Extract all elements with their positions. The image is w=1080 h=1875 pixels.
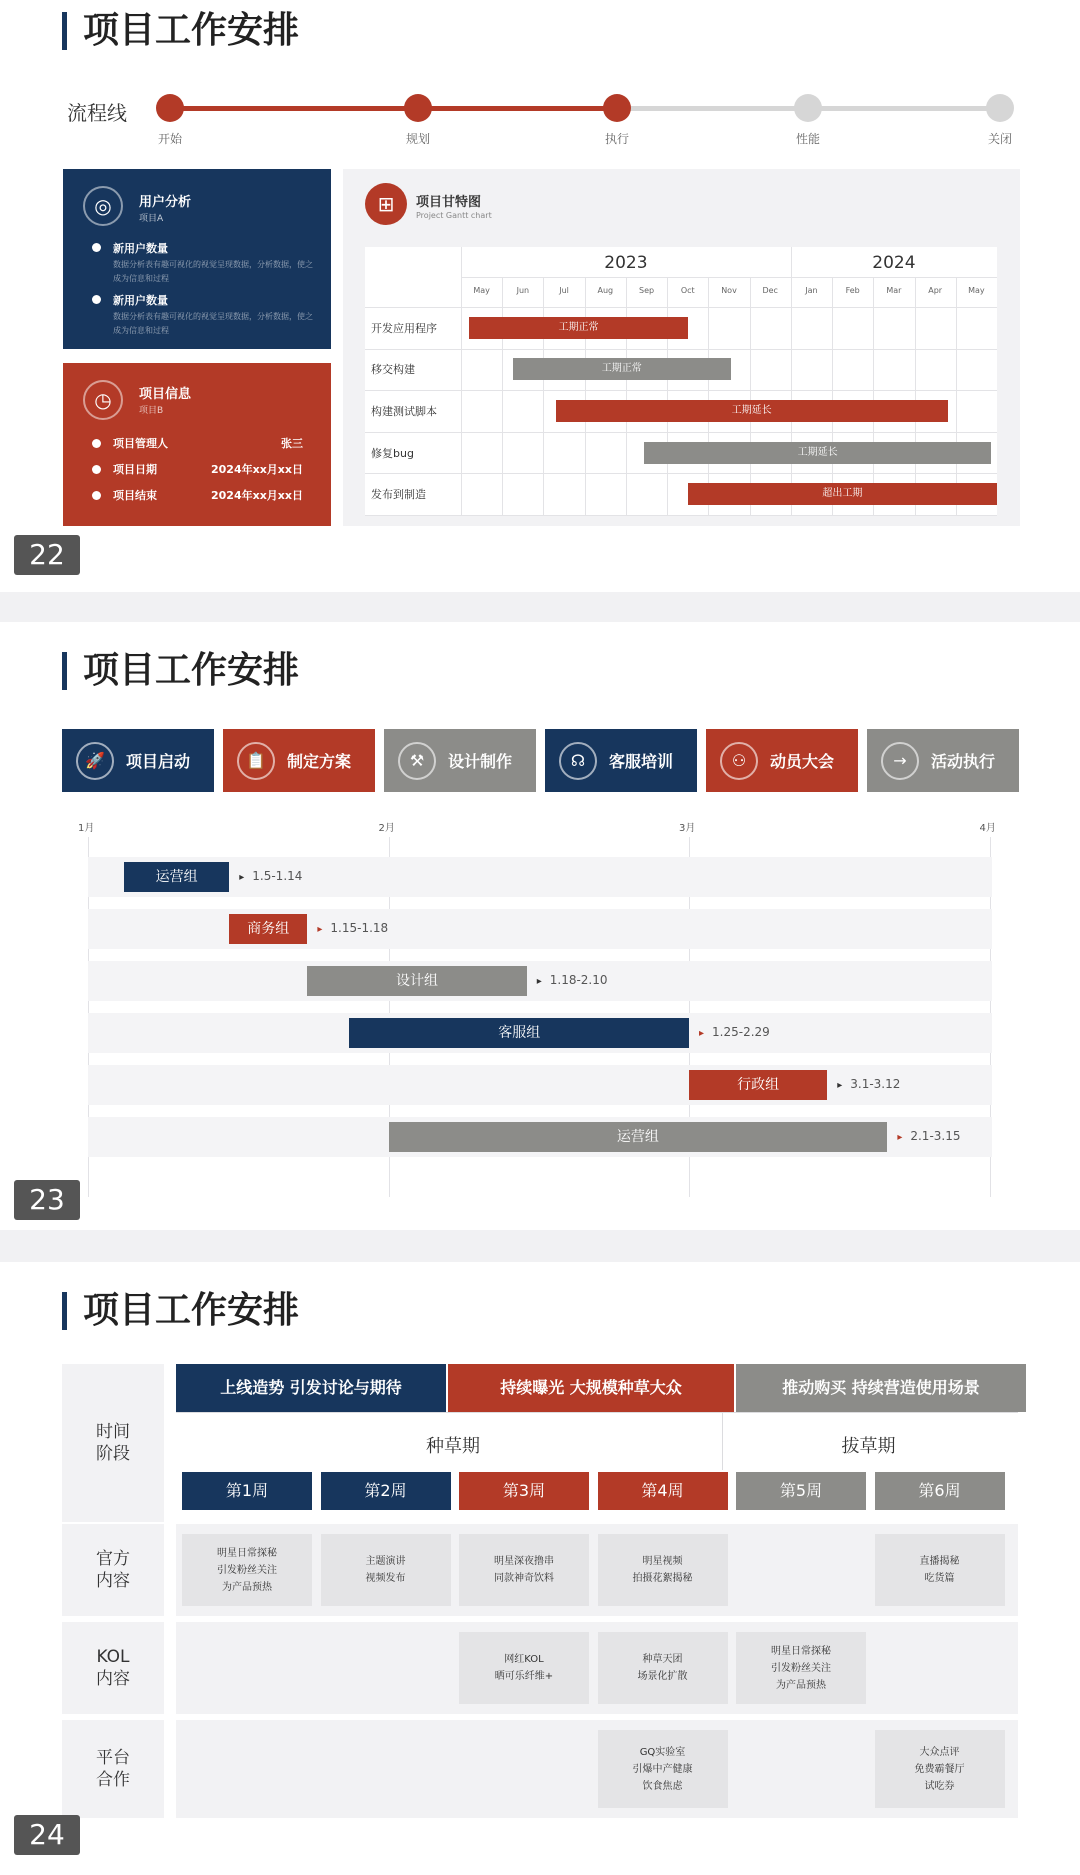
grid-line bbox=[365, 473, 997, 474]
item-label: 新用户数量 bbox=[113, 294, 168, 307]
task-card: 直播揭秘 吃货篇 bbox=[875, 1534, 1005, 1606]
page-number: 22 bbox=[14, 535, 80, 575]
gantt-year: 2024 bbox=[872, 253, 916, 273]
group-bar: 设计组 bbox=[307, 966, 526, 996]
page-number: 24 bbox=[14, 1815, 80, 1855]
item-value: 2024年xx月xx日 bbox=[211, 489, 303, 502]
month-tick: 1月 bbox=[78, 823, 95, 834]
gantt-task-name: 开发应用程序 bbox=[371, 321, 437, 335]
week-label: 第4周 bbox=[598, 1472, 728, 1510]
week-label: 第5周 bbox=[736, 1472, 866, 1510]
phase-button[interactable] bbox=[706, 729, 858, 792]
stage-label: 拔草期 bbox=[841, 1436, 896, 1457]
grid-line bbox=[365, 432, 997, 433]
process-stage-dot bbox=[986, 94, 1014, 122]
row-label: KOL 内容 bbox=[96, 1647, 130, 1689]
slide-24 bbox=[0, 1262, 1080, 1875]
task-card: 主题演讲 视频发布 bbox=[321, 1534, 451, 1606]
slide-title: 项目工作安排 bbox=[62, 12, 299, 50]
week-label: 第3周 bbox=[459, 1472, 589, 1510]
process-stage-label: 执行 bbox=[604, 132, 629, 146]
task-card: GQ实验室 引爆中产健康 饮食焦虑 bbox=[598, 1730, 728, 1808]
month-tick: 3月 bbox=[679, 823, 696, 834]
phase-button[interactable] bbox=[223, 729, 375, 792]
week-label: 第6周 bbox=[875, 1472, 1005, 1510]
grid-line bbox=[750, 277, 751, 515]
gantt-year: 2023 bbox=[604, 253, 648, 273]
process-stage-label: 规划 bbox=[405, 132, 430, 146]
item-label: 新用户数量 bbox=[113, 242, 168, 255]
task-card: 明星深夜撸串 同款神奇饮料 bbox=[459, 1534, 589, 1606]
apps-icon: ⊞ bbox=[365, 183, 407, 225]
card-subtitle: 项目B bbox=[139, 406, 164, 416]
task-card: 明星日常探秘 引发粉丝关注 为产品预热 bbox=[182, 1534, 312, 1606]
bullet-dot bbox=[92, 439, 101, 448]
campaign-header: 持续曝光 大规模种草大众 bbox=[448, 1364, 734, 1412]
gantt-table bbox=[365, 247, 997, 515]
task-card: 明星日常探秘 引发粉丝关注 为产品预热 bbox=[736, 1632, 866, 1704]
grid-line bbox=[365, 390, 997, 391]
bullet-dot bbox=[92, 465, 101, 474]
process-stage-dot bbox=[404, 94, 432, 122]
process-stage-dot bbox=[156, 94, 184, 122]
bullet-dot bbox=[92, 243, 101, 252]
group-date-range: ▸ 1.25-2.29 bbox=[699, 1025, 770, 1039]
item-value: 张三 bbox=[281, 437, 303, 450]
group-bar: 行政组 bbox=[689, 1070, 827, 1100]
user-analysis-card bbox=[63, 169, 331, 349]
slide-23 bbox=[0, 622, 1080, 1230]
gantt-task-name: 修复bug bbox=[371, 446, 414, 460]
process-stage-label: 性能 bbox=[795, 132, 820, 146]
gantt-month: Jul bbox=[559, 286, 569, 295]
task-card: 网红KOL 晒可乐纤维+ bbox=[459, 1632, 589, 1704]
phase-label: 动员大会 bbox=[770, 752, 835, 771]
gantt-task-name: 发布到制造 bbox=[371, 488, 426, 502]
gantt-bar: 超出工期 bbox=[688, 483, 997, 505]
week-label: 第1周 bbox=[182, 1472, 312, 1510]
item-description: 数据分析表有趣可视化的视觉呈现数据，分析数据，使之成为信息和过程 bbox=[113, 260, 313, 283]
clock-icon: ◷ bbox=[83, 380, 123, 420]
gantt-month: May bbox=[473, 286, 490, 295]
tools-icon: ⚒ bbox=[398, 742, 436, 780]
project-info-card bbox=[63, 363, 331, 526]
phase-button[interactable] bbox=[62, 729, 214, 792]
gantt-bar: 工期延长 bbox=[556, 400, 948, 422]
gantt-month: Oct bbox=[680, 286, 695, 295]
card-title: 项目信息 bbox=[139, 387, 192, 402]
gantt-month: Jun bbox=[516, 286, 530, 295]
gantt-title: 项目甘特图 bbox=[416, 195, 482, 210]
arrow-right-icon: → bbox=[881, 742, 919, 780]
grid-line bbox=[365, 515, 997, 516]
row-label: 官方 内容 bbox=[96, 1549, 130, 1591]
group-date-range: ▸ 1.15-1.18 bbox=[317, 921, 388, 935]
globe-icon: ◎ bbox=[83, 186, 123, 226]
task-card: 明星视频 拍摄花絮揭秘 bbox=[598, 1534, 728, 1606]
task-card: 大众点评 免费霸餐厅 试吃券 bbox=[875, 1730, 1005, 1808]
grid-line bbox=[502, 277, 503, 515]
gantt-month: Sep bbox=[638, 286, 655, 295]
month-tick: 2月 bbox=[378, 823, 395, 834]
group-date-range: ▸ 2.1-3.15 bbox=[897, 1129, 960, 1143]
slide-title: 项目工作安排 bbox=[62, 652, 299, 690]
gantt-month: Dec bbox=[762, 286, 778, 295]
grid-line bbox=[708, 277, 709, 515]
phase-button[interactable] bbox=[867, 729, 1019, 792]
item-description: 数据分析表有趣可视化的视觉呈现数据，分析数据，使之成为信息和过程 bbox=[113, 312, 313, 335]
gantt-month: Aug bbox=[597, 286, 614, 295]
group-bar: 商务组 bbox=[229, 914, 307, 944]
slide-title: 项目工作安排 bbox=[62, 1292, 299, 1330]
gantt-bar: 工期正常 bbox=[513, 358, 732, 380]
grid-line bbox=[365, 349, 997, 350]
item-label: 项目管理人 bbox=[113, 437, 168, 450]
gantt-bar: 工期正常 bbox=[469, 317, 688, 339]
grid-line bbox=[626, 277, 627, 515]
phase-label: 活动执行 bbox=[931, 752, 996, 771]
process-stage-label: 关闭 bbox=[987, 132, 1012, 146]
gantt-month: Apr bbox=[928, 286, 943, 295]
grid-line bbox=[832, 277, 833, 515]
grid-line bbox=[585, 277, 586, 515]
group-date-range: ▸ 3.1-3.12 bbox=[837, 1077, 900, 1091]
month-tick: 4月 bbox=[979, 823, 996, 834]
grid-line bbox=[461, 277, 997, 278]
phase-label: 设计制作 bbox=[448, 752, 513, 771]
group-date-range: ▸ 1.18-2.10 bbox=[537, 973, 608, 987]
rocket-icon: 🚀 bbox=[76, 742, 114, 780]
grid-line bbox=[543, 277, 544, 515]
bullet-dot bbox=[92, 295, 101, 304]
phase-label: 项目启动 bbox=[126, 752, 191, 771]
group-bar: 客服组 bbox=[349, 1018, 689, 1048]
page-number: 23 bbox=[14, 1180, 80, 1220]
phase-button[interactable] bbox=[545, 729, 697, 792]
process-line-done bbox=[170, 106, 617, 111]
gantt-month: Mar bbox=[886, 286, 902, 295]
grid-line bbox=[956, 277, 957, 515]
gantt-month: Jan bbox=[805, 286, 818, 295]
task-card: 种草天团 场景化扩散 bbox=[598, 1632, 728, 1704]
process-line-label: 流程线 bbox=[67, 101, 127, 125]
gantt-task-name: 构建测试脚本 bbox=[371, 405, 437, 418]
grid-line bbox=[915, 277, 916, 515]
card-subtitle: 项目A bbox=[139, 214, 164, 224]
campaign-header: 上线造势 引发讨论与期待 bbox=[176, 1364, 446, 1412]
gantt-month: May bbox=[968, 286, 985, 295]
group-bar: 运营组 bbox=[389, 1122, 888, 1152]
item-label: 项目结束 bbox=[113, 489, 157, 502]
item-label: 项目日期 bbox=[113, 463, 157, 476]
gantt-task-name: 移交构建 bbox=[371, 363, 415, 377]
slide-22 bbox=[0, 0, 1080, 592]
gantt-subtitle: Project Gantt chart bbox=[416, 211, 492, 220]
team-icon: ⚇ bbox=[720, 742, 758, 780]
gantt-month: Feb bbox=[845, 286, 860, 295]
grid-line bbox=[365, 307, 997, 308]
stage-divider bbox=[176, 1412, 1018, 1413]
clipboard-icon: 📋 bbox=[237, 742, 275, 780]
timeline-row-bg bbox=[88, 909, 992, 949]
card-title: 用户分析 bbox=[139, 195, 192, 210]
item-value: 2024年xx月xx日 bbox=[211, 463, 303, 476]
process-stage-label: 开始 bbox=[157, 132, 182, 146]
process-stage-dot bbox=[603, 94, 631, 122]
gantt-month: Nov bbox=[721, 286, 737, 295]
row-label: 平台 合作 bbox=[96, 1748, 130, 1790]
phase-label: 客服培训 bbox=[609, 752, 674, 771]
campaign-header: 推动购买 持续营造使用场景 bbox=[736, 1364, 1026, 1412]
grid-line bbox=[791, 277, 792, 515]
week-label: 第2周 bbox=[321, 1472, 451, 1510]
stage-label: 种草期 bbox=[426, 1436, 480, 1457]
group-date-range: ▸ 1.5-1.14 bbox=[239, 869, 302, 883]
time-stage-label: 时间 阶段 bbox=[96, 1422, 130, 1464]
headset-icon: ☊ bbox=[559, 742, 597, 780]
phase-label: 制定方案 bbox=[287, 752, 352, 771]
gantt-panel bbox=[343, 169, 1020, 526]
gantt-bar: 工期延长 bbox=[644, 442, 990, 464]
group-bar: 运营组 bbox=[124, 862, 229, 892]
grid-line bbox=[667, 277, 668, 515]
bullet-dot bbox=[92, 491, 101, 500]
process-stage-dot bbox=[794, 94, 822, 122]
phase-button[interactable] bbox=[384, 729, 536, 792]
grid-line bbox=[873, 277, 874, 515]
